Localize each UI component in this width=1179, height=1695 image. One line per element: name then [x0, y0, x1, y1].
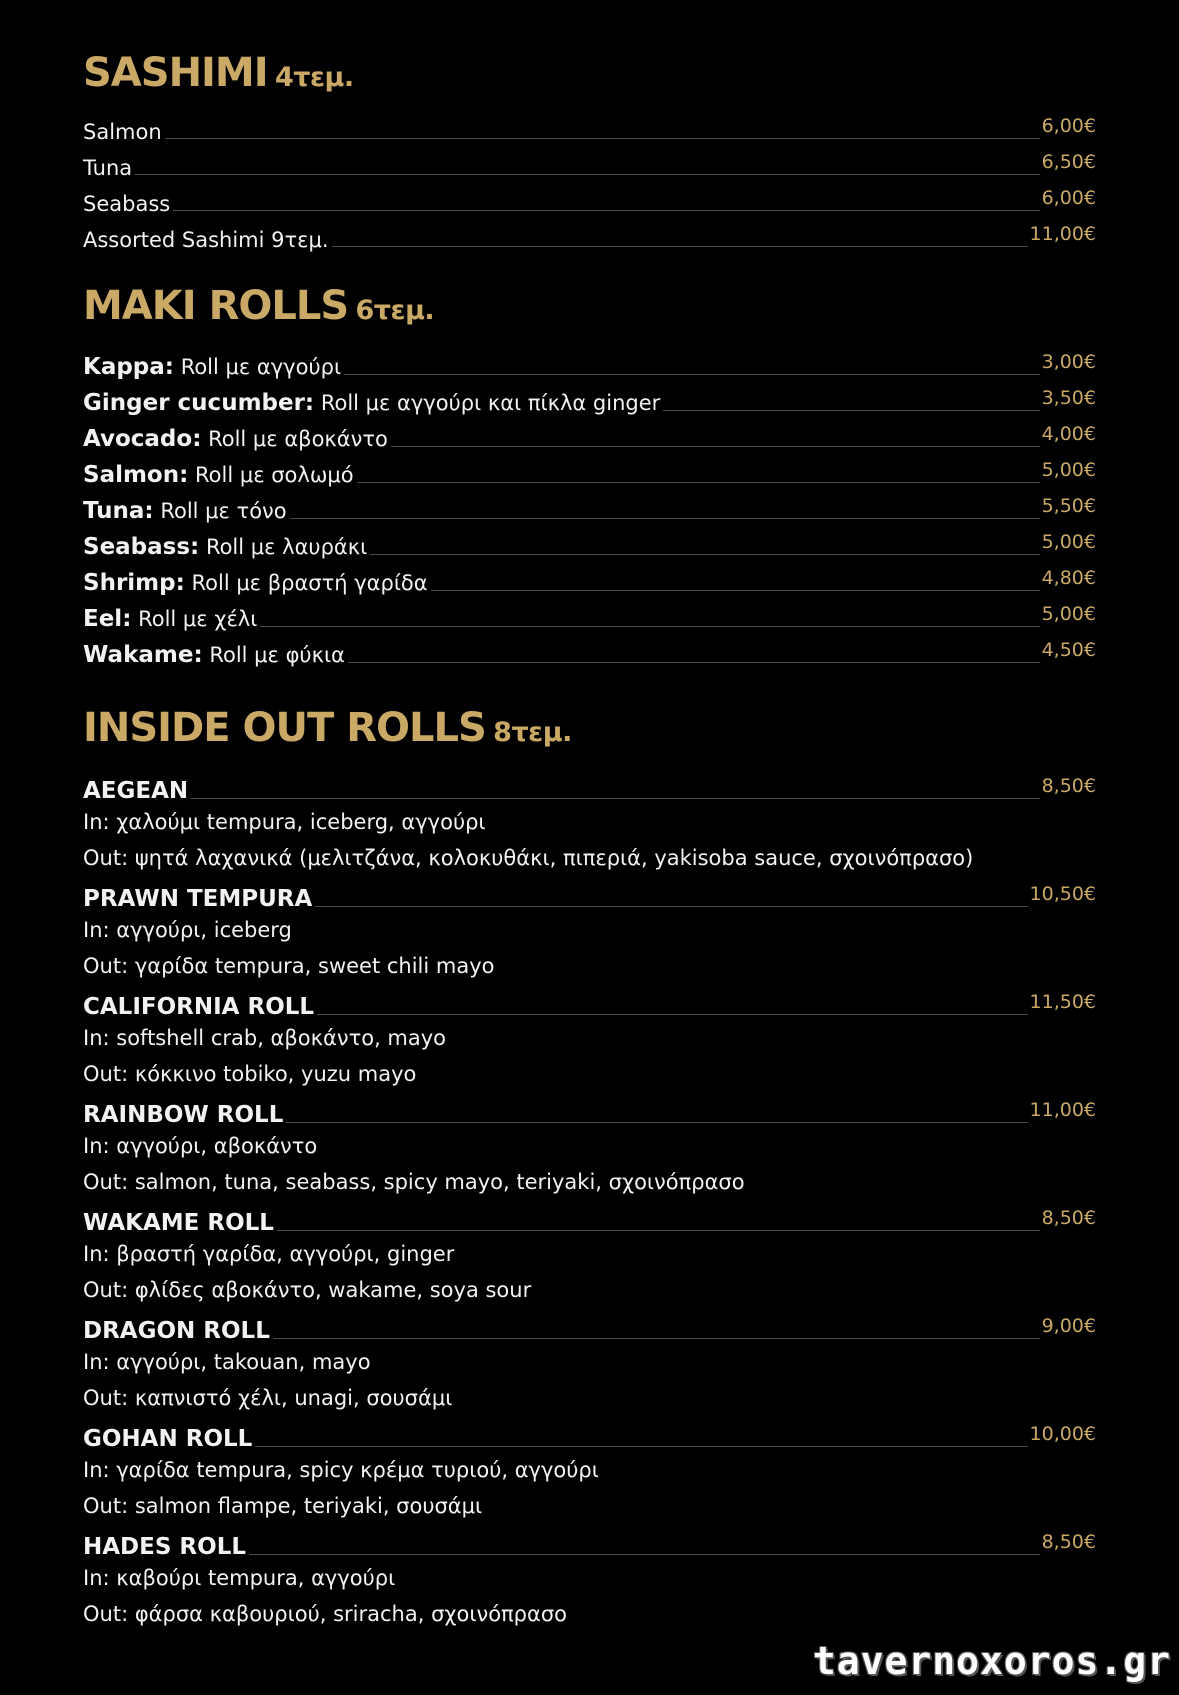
- section-title-sashimi: [83, 50, 354, 96]
- menu-item: [83, 560, 1096, 596]
- roll-name: AEGEAN: [83, 778, 189, 804]
- roll-in: In: χαλούμι tempura, iceberg, αγγούρι: [83, 810, 486, 834]
- section-title-maki: [83, 283, 434, 329]
- roll-price: 8,50€: [1041, 1531, 1096, 1553]
- roll-out: Out: γαρίδα tempura, sweet chili mayo: [83, 954, 495, 978]
- item-name: Eel:: [83, 606, 132, 632]
- roll-name: WAKAME ROLL: [83, 1210, 274, 1236]
- item-label: [83, 426, 388, 452]
- roll-header: [83, 768, 1096, 804]
- roll-name: RAINBOW ROLL: [83, 1102, 284, 1128]
- item-label: [83, 354, 341, 380]
- dot-leader: [663, 409, 1039, 411]
- roll-header: [83, 876, 1096, 912]
- roll-in: In: γαρίδα tempura, spicy κρέμα τυριού, αγγούρι: [83, 1458, 599, 1482]
- item-price: 5,50€: [1041, 495, 1096, 517]
- dot-leader: [344, 373, 1040, 375]
- dot-leader: [317, 1013, 1027, 1015]
- menu-item: [83, 596, 1096, 632]
- roll-out: Out: salmon flampe, teriyaki, σουσάμι: [83, 1494, 483, 1518]
- dot-leader: [357, 481, 1040, 483]
- roll-price: 10,50€: [1029, 883, 1096, 905]
- menu-item: [83, 216, 1096, 252]
- menu-item: [83, 380, 1096, 416]
- item-desc: Roll με αγγούρι: [180, 355, 342, 379]
- dot-leader: [135, 173, 1039, 175]
- section-title-inside-out: [83, 705, 572, 751]
- roll-header: [83, 1524, 1096, 1560]
- dot-leader: [348, 661, 1040, 663]
- item-name: Salmon:: [83, 462, 189, 488]
- item-name: Kappa:: [83, 354, 174, 380]
- dot-leader: [431, 589, 1040, 591]
- roll-price: 9,00€: [1041, 1315, 1096, 1337]
- dot-leader: [391, 445, 1040, 447]
- item-price: 4,50€: [1041, 639, 1096, 661]
- item-desc: Roll με αγγούρι και πίκλα ginger: [320, 391, 661, 415]
- roll-out: Out: φλίδες αβοκάντο, wakame, soya sour: [83, 1278, 532, 1302]
- roll-header: [83, 1092, 1096, 1128]
- item-desc: Roll με βραστή γαρίδα: [191, 571, 428, 595]
- item-desc: Roll με αβοκάντο: [208, 427, 388, 451]
- dot-leader: [260, 625, 1039, 627]
- menu-item: [83, 452, 1096, 488]
- roll-in: In: καβούρι tempura, αγγούρι: [83, 1566, 396, 1590]
- roll-in: In: αγγούρι, αβοκάντο: [83, 1134, 318, 1158]
- item-label: [83, 570, 428, 596]
- roll-name: PRAWN TEMPURA: [83, 886, 313, 912]
- dot-leader: [315, 905, 1027, 907]
- roll-out: Out: ψητά λαχανικά (μελιτζάνα, κολοκυθάκι, πιπεριά, yakisoba sauce, σχοινόπρασο): [83, 846, 974, 870]
- menu-item: [83, 344, 1096, 380]
- item-label: [83, 462, 354, 488]
- roll-name: GOHAN ROLL: [83, 1426, 253, 1452]
- item-desc: Roll με φύκια: [209, 643, 345, 667]
- item-name: Ginger cucumber:: [83, 390, 315, 416]
- item-name: Assorted Sashimi 9τεμ.: [83, 228, 329, 252]
- dot-leader: [173, 209, 1039, 211]
- inside-out-list: [83, 768, 1096, 1632]
- roll-out: Out: καπνιστό χέλι, unagi, σουσάμι: [83, 1386, 453, 1410]
- roll-price: 10,00€: [1029, 1423, 1096, 1445]
- roll-in: In: βραστή γαρίδα, αγγούρι, ginger: [83, 1242, 455, 1266]
- roll-in: In: αγγούρι, takouan, mayo: [83, 1350, 371, 1374]
- section-qty: 4τεμ.: [274, 62, 354, 93]
- item-price: 6,00€: [1041, 115, 1096, 137]
- dot-leader: [273, 1337, 1040, 1339]
- roll-header: [83, 1308, 1096, 1344]
- item-price: 5,00€: [1041, 531, 1096, 553]
- section-qty: 8τεμ.: [493, 717, 572, 748]
- dot-leader: [332, 245, 1028, 247]
- dot-leader: [165, 137, 1040, 139]
- menu-item: [83, 108, 1096, 144]
- item-price: 3,00€: [1041, 351, 1096, 373]
- item-label: [83, 642, 345, 668]
- roll-header: [83, 1200, 1096, 1236]
- roll-name: CALIFORNIA ROLL: [83, 994, 315, 1020]
- roll-name: DRAGON ROLL: [83, 1318, 270, 1344]
- item-desc: Roll με σολωμό: [195, 463, 354, 487]
- item-price: 11,00€: [1029, 223, 1096, 245]
- roll-price: 11,50€: [1029, 991, 1096, 1013]
- dot-leader: [290, 517, 1040, 519]
- menu-item: [83, 524, 1096, 560]
- section-title-text: SASHIMI: [83, 50, 268, 96]
- item-label: [83, 498, 287, 524]
- item-desc: Roll με τόνο: [160, 499, 287, 523]
- item-price: 6,00€: [1041, 187, 1096, 209]
- item-name: Tuna: [83, 156, 133, 180]
- roll-price: 11,00€: [1029, 1099, 1096, 1121]
- roll-out: Out: φάρσα καβουριού, sriracha, σχοινόπρασο: [83, 1602, 568, 1626]
- roll-out: Out: salmon, tuna, seabass, spicy mayo, teriyaki, σχοινόπρασο: [83, 1170, 745, 1194]
- roll-header: [83, 984, 1096, 1020]
- menu-item: [83, 180, 1096, 216]
- item-name: Wakame:: [83, 642, 203, 668]
- roll-price: 8,50€: [1041, 775, 1096, 797]
- section-qty: 6τεμ.: [355, 295, 435, 326]
- dot-leader: [286, 1121, 1027, 1123]
- item-price: 5,00€: [1041, 603, 1096, 625]
- item-name: Tuna:: [83, 498, 154, 524]
- roll-out: Out: κόκκινο tobiko, yuzu mayo: [83, 1062, 417, 1086]
- watermark: tavernoxoros.gr: [812, 1639, 1171, 1683]
- roll-price: 8,50€: [1041, 1207, 1096, 1229]
- item-label: [83, 606, 257, 632]
- roll-name: HADES ROLL: [83, 1534, 246, 1560]
- dot-leader: [370, 553, 1039, 555]
- roll-in: In: αγγούρι, iceberg: [83, 918, 292, 942]
- menu-item: [83, 144, 1096, 180]
- item-name: Shrimp:: [83, 570, 185, 596]
- roll-header: [83, 1416, 1096, 1452]
- roll-in: In: softshell crab, αβοκάντο, mayo: [83, 1026, 447, 1050]
- item-price: 5,00€: [1041, 459, 1096, 481]
- dot-leader: [249, 1553, 1040, 1555]
- item-price: 3,50€: [1041, 387, 1096, 409]
- item-name: Avocado:: [83, 426, 202, 452]
- dot-leader: [255, 1445, 1027, 1447]
- menu-item: [83, 416, 1096, 452]
- item-name: Seabass:: [83, 534, 200, 560]
- menu-item: [83, 632, 1096, 668]
- item-price: 6,50€: [1041, 151, 1096, 173]
- item-desc: Roll με λαυράκι: [205, 535, 368, 559]
- dot-leader: [277, 1229, 1040, 1231]
- section-title-text: MAKI ROLLS: [83, 283, 349, 329]
- sashimi-list: [83, 108, 1096, 252]
- item-desc: Roll με χέλι: [138, 607, 258, 631]
- item-label: [83, 534, 367, 560]
- item-price: 4,80€: [1041, 567, 1096, 589]
- item-label: [83, 390, 660, 416]
- item-name: Salmon: [83, 120, 162, 144]
- section-title-text: INSIDE OUT ROLLS: [83, 705, 486, 751]
- menu-item: [83, 488, 1096, 524]
- item-price: 4,00€: [1041, 423, 1096, 445]
- maki-list: [83, 344, 1096, 668]
- item-name: Seabass: [83, 192, 171, 216]
- dot-leader: [191, 797, 1039, 799]
